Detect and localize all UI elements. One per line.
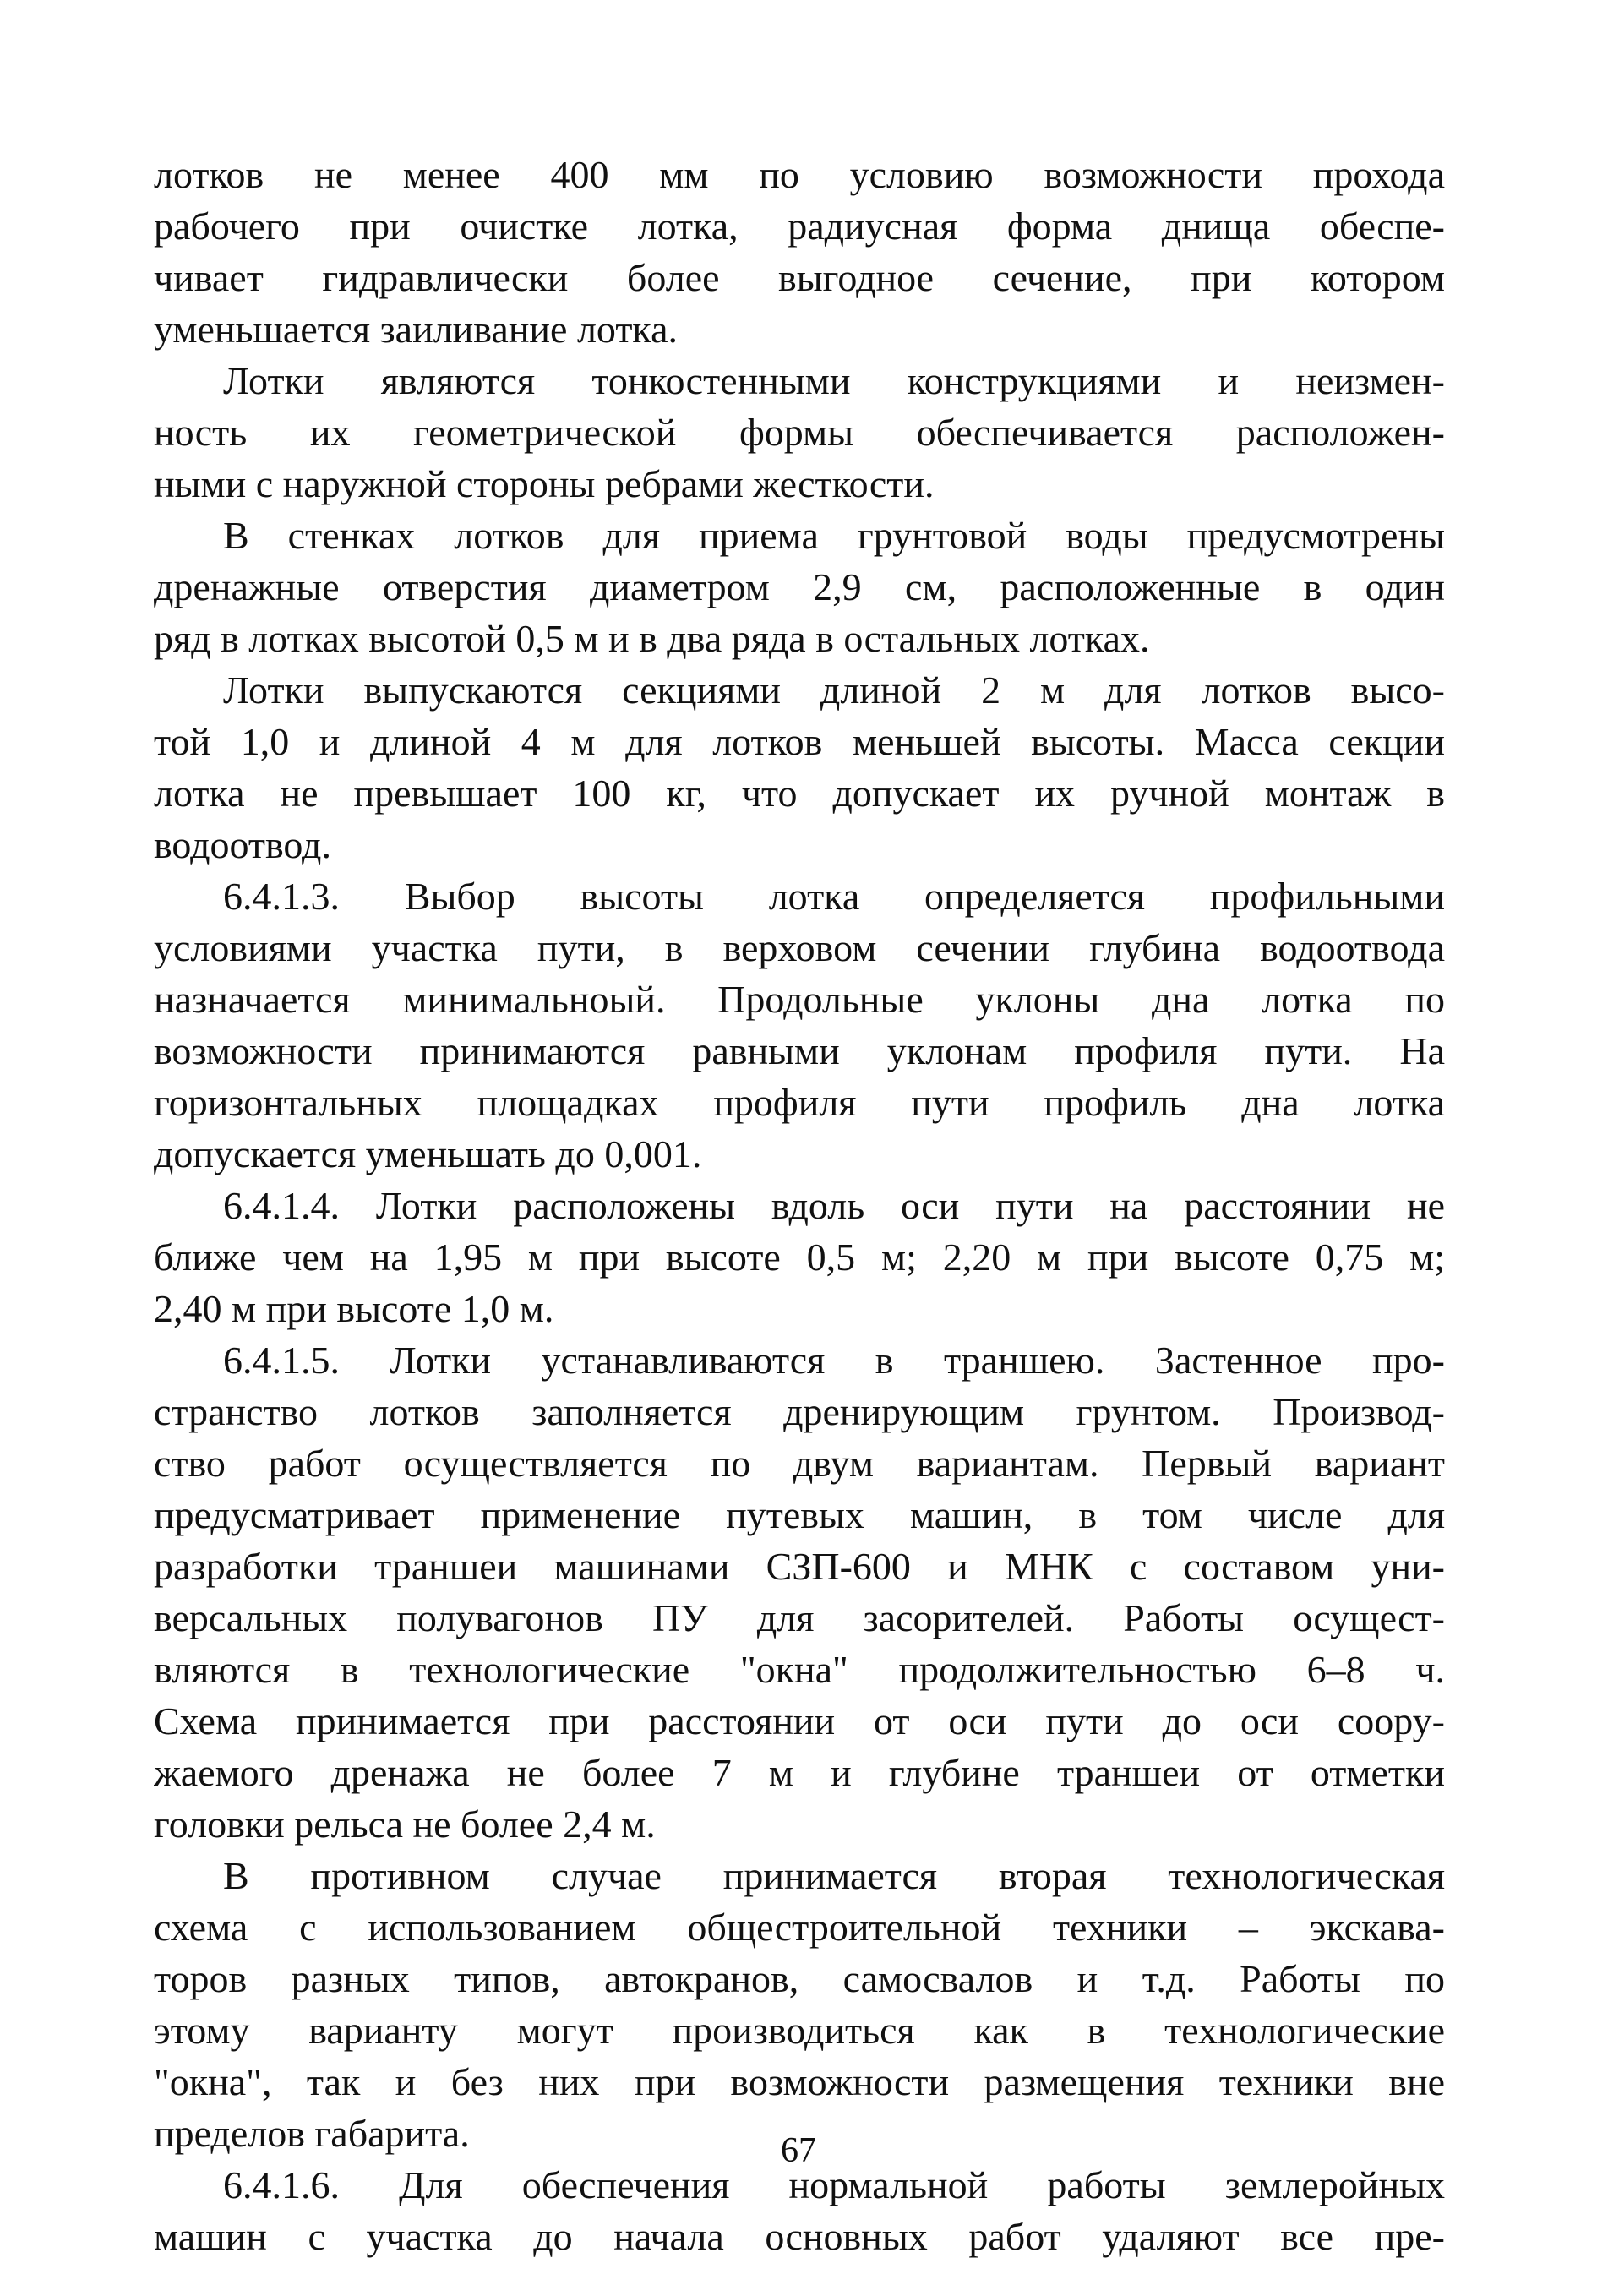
paragraph-drainage-holes xyxy=(154,510,1445,664)
text-line: пределов габарита. xyxy=(154,2112,470,2155)
paragraph-thin-walled xyxy=(154,355,1445,510)
text-line: ство работ осуществляется по двум вариантам. Первый вариант xyxy=(154,1442,1445,1485)
text-line: лотков не менее 400 мм по условию возможности прохода xyxy=(154,153,1445,196)
text-line: ряд в лотках высотой 0,5 м и в два ряда в остальных лотках. xyxy=(154,617,1150,660)
page-number: 67 xyxy=(781,2131,816,2170)
text-line: Лотки выпускаются секциями длиной 2 м для лотков высо- xyxy=(223,668,1445,712)
text-line: "окна", так и без них при возможности размещения техники вне xyxy=(154,2060,1445,2103)
text-line: жаемого дренажа не более 7 м и глубине траншеи от отметки xyxy=(154,1751,1445,1794)
paragraph-6-4-1-3 xyxy=(154,870,1445,1180)
text-line: вляются в технологические "окна" продолжительностью 6–8 ч. xyxy=(154,1648,1445,1691)
text-line: ность их геометрической формы обеспечивается расположен- xyxy=(154,411,1445,454)
text-line: рабочего при очистке лотка, радиусная форма днища обеспе- xyxy=(154,205,1445,248)
text-line: В противном случае принимается вторая технологическая xyxy=(223,1854,1445,1897)
text-line: дренажные отверстия диаметром 2,9 см, расположенные в один xyxy=(154,565,1445,608)
text-line: возможности принимаются равными уклонам профиля пути. На xyxy=(154,1029,1445,1072)
text-line: предусматривает применение путевых машин, в том числе для xyxy=(154,1493,1445,1536)
text-line: допускается уменьшать до 0,001. xyxy=(154,1132,702,1175)
text-line: торов разных типов, автокранов, самосвалов и т.д. Работы по xyxy=(154,1957,1445,2000)
text-line: уменьшается заиливание лотка. xyxy=(154,308,678,351)
paragraph-intro xyxy=(154,149,1445,355)
text-line: чивает гидравлически более выгодное сечение, при котором xyxy=(154,256,1445,299)
paragraph-6-4-1-6 xyxy=(154,2159,1445,2262)
text-line: 2,40 м при высоте 1,0 м. xyxy=(154,1287,554,1330)
paragraph-6-4-1-4 xyxy=(154,1180,1445,1334)
text-line: назначается минимальноый. Продольные уклоны дна лотка по xyxy=(154,978,1445,1021)
text-line: В стенках лотков для приема грунтовой воды предусмотрены xyxy=(223,514,1445,557)
text-line: разработки траншеи машинами СЗП-600 и МНК с составом уни- xyxy=(154,1545,1445,1588)
paragraph-sections xyxy=(154,664,1445,870)
paragraph-second-scheme xyxy=(154,1850,1445,2159)
text-line: Схема принимается при расстоянии от оси пути до оси соору- xyxy=(154,1699,1445,1742)
text-line: Лотки являются тонкостенными конструкциями и неизмен- xyxy=(223,359,1445,402)
text-line: горизонтальных площадках профиля пути профиль дна лотка xyxy=(154,1081,1445,1124)
paragraph-6-4-1-5 xyxy=(154,1334,1445,1850)
text-line: этому варианту могут производиться как в технологические xyxy=(154,2009,1445,2052)
text-line: лотка не превышает 100 кг, что допускает их ручной монтаж в xyxy=(154,772,1445,815)
text-line: 6.4.1.4. Лотки расположены вдоль оси пути на расстоянии не xyxy=(223,1184,1445,1227)
text-line: версальных полувагонов ПУ для засорителей. Работы осущест- xyxy=(154,1596,1445,1639)
text-line: головки рельса не более 2,4 м. xyxy=(154,1802,656,1846)
text-line: той 1,0 и длиной 4 м для лотков меньшей высоты. Масса секции xyxy=(154,720,1445,763)
text-line: ными с наружной стороны ребрами жесткости. xyxy=(154,462,935,505)
text-line: условиями участка пути, в верховом сечении глубина водоотвода xyxy=(154,926,1445,969)
text-line: 6.4.1.6. Для обеспечения нормальной работы землеройных xyxy=(223,2163,1445,2206)
text-line: странство лотков заполняется дренирующим грунтом. Производ- xyxy=(154,1390,1445,1433)
text-line: 6.4.1.5. Лотки устанавливаются в траншею. Застенное про- xyxy=(223,1339,1445,1382)
text-line: схема с использованием общестроительной техники – экскава- xyxy=(154,1906,1445,1949)
page-body xyxy=(154,149,1445,2262)
text-line: машин с участка до начала основных работ удаляют все пре- xyxy=(154,2215,1445,2258)
text-line: водоотвод. xyxy=(154,823,331,866)
text-line: ближе чем на 1,95 м при высоте 0,5 м; 2,20 м при высоте 0,75 м; xyxy=(154,1235,1445,1279)
text-line: 6.4.1.3. Выбор высоты лотка определяется профильными xyxy=(223,875,1445,918)
